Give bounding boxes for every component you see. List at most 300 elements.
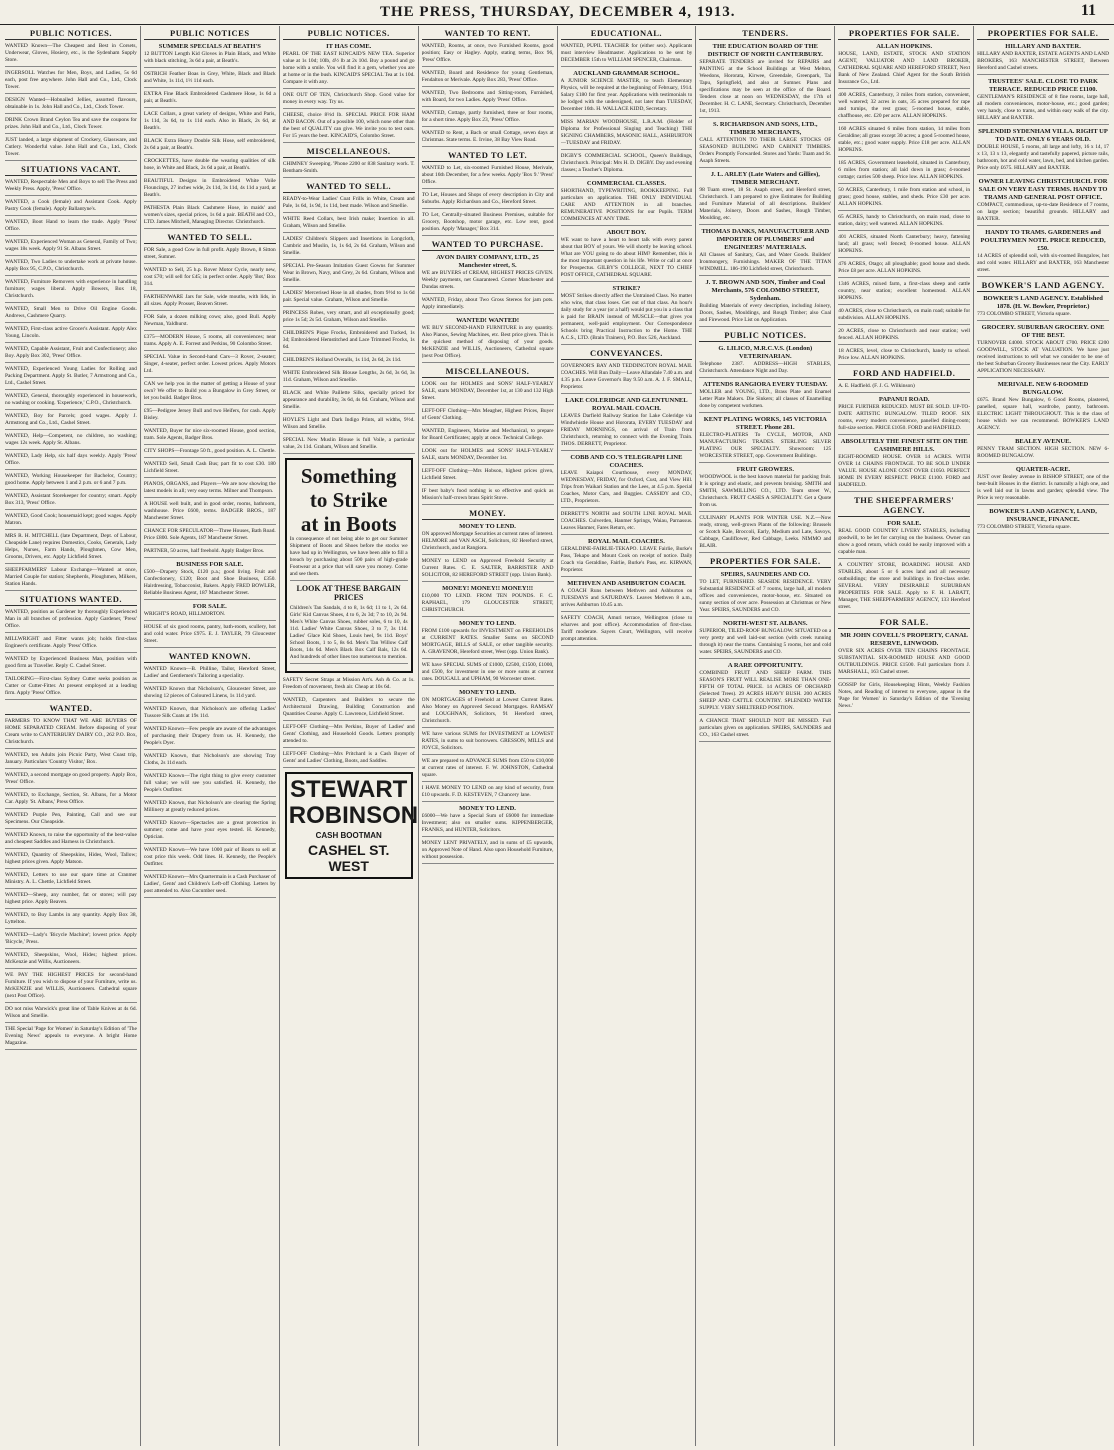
classified-ad [838, 328, 970, 345]
ad-body: A. E. Hadfield. (F. J. G. Wilkinson) [838, 383, 915, 389]
ad-body: WANTED, Boy for Parcels; good wages. Apply J. Armstrong and Co., Ltd., Cashel Street. [5, 413, 137, 426]
classified-ad [5, 117, 137, 134]
ad-body: INGERSOLL Watches for Men, Boys, and Ladies, 5s 6d each, post free anywhere. John Hall and Co., Ltd., Clock Tower. [5, 70, 137, 90]
classified-ad [422, 488, 554, 505]
section-heading: WANTED TO SELL. [144, 232, 276, 244]
classified-ad [5, 279, 137, 303]
section-heading: PROPERTIES FOR SALE. [838, 28, 970, 40]
ad-body: PRINCESS Robes, very smart, and all exceptionally good; price 1s 5d; 2s 5d. Graham, Wilson and Smellie. [282, 310, 415, 323]
classified-ad [144, 205, 276, 229]
classified-ad [144, 548, 276, 558]
ad-body: SPECIAL New Muslin Blouse is full Voile, a particular value, 2s 11d. Graham, Wilson and Smellie. [282, 437, 415, 450]
classified-ad [144, 354, 276, 378]
classified-ad [838, 214, 970, 231]
ad-body: £675. Brand New Bungalow, 6 Good Rooms, plastered, panelled, square hall, wardrobe, pantry, bathroom. ELECTRIC LIGHT THROUGHOUT. This is the class of house which we can recommend. BOWKER'S LAND AGENCY. [977, 397, 1109, 431]
classified-ad [977, 438, 1109, 463]
classified-ad [144, 753, 276, 770]
classified-ad [5, 832, 137, 849]
ad-body: TO LET, FURNISHED. SEASIDE RESIDENCE. VERY Substantial RESIDENCE of 7 rooms, large hall, all modern offices and conveniences, motor-house, etc. Situated on sunny section of over acre. Possession at Christmas or New Year. SPEIRS, SAUNDERS and CO. [699, 579, 832, 613]
ad-body: ON MORTGAGES of Freehold at Lowest Current Rates. Also Money on Approved Second Mortgages. RAMSAY and LOUGHNAN, Solicitors, 91 Hereford street, Christchurch. [421, 697, 554, 724]
classified-ad [422, 448, 554, 465]
section-heading: EDUCATIONAL. [561, 28, 693, 40]
section-heading: WANTED. [5, 703, 137, 715]
classified-ad [144, 247, 276, 264]
classified-ad [144, 91, 276, 108]
ad-heading: AVON DAIRY COMPANY, LTD., 25 Manchester street, S. [436, 254, 539, 269]
classified-ad [838, 632, 970, 679]
ad-body: OSTRICH Feather Boas in Grey, White, Black and Black and White, 1s 11d, 1½ 11d each. [143, 71, 276, 84]
classified-ad [5, 952, 137, 969]
ad-body: 50 ACRES, Canterbury, 1 mile from station and school, in grass; good house, stables, and sheds. Price £30 per acre. ALLAN HOPKINS. [838, 187, 971, 207]
classified-ad [283, 43, 415, 89]
ad-body: 476 ACRES, Otago; all ploughable; good house and sheds. Price £8 per acre. ALLAN HOPKINS. [838, 261, 971, 274]
ad-body: WANTED, Experienced Woman as General, Family of Two; wages 18s week. Apply 91 St. Albans Street. [5, 239, 137, 252]
ad-body: PEARL OF THE EAST KINCAID'S NEW TEA. Superior value at 1s 10d; 10lb, 4½ lb at 2s 10d. Buy a pound and go home with a smile. You will find it a gem, whether you are at home or in the bush. KINCAID'S SPECIAL Tea at 1s 10d. Compare it with any. [282, 51, 415, 85]
ad-heading: BUSINESS FOR SALE. [176, 561, 244, 568]
classified-ad [561, 285, 693, 345]
classified-ad [144, 501, 276, 525]
classified-ad [144, 138, 276, 155]
ad-body: REAL GOOD COUNTRY LIVERY STABLES, including goodwill, to be let for carrying on the business. Owner can show a good return, which could be easily improved with a capable man. [838, 528, 971, 555]
classified-ad [5, 609, 137, 633]
ad-body: LEFT-OFF Clothing—Mrs Meagher, Highest Prices, Buyer of Gents' Clothing. [421, 408, 554, 421]
classified-ad [5, 219, 137, 236]
section-heading: WANTED TO SELL. [283, 181, 415, 193]
classified-ad [144, 158, 276, 175]
ad-body: SUPERIOR, TILED-ROOF BUNGALOW. SITUATED on a very pretty and well laid-out section (with creek running through it) near the trams. Containing 5 rooms, hot and cold water. SPEIRS, SAUNDERS and CO. [699, 628, 832, 655]
classified-ad [838, 43, 970, 89]
classified-ad [422, 212, 554, 236]
classified-ad [144, 686, 276, 703]
classified-ad [422, 165, 554, 189]
classified-ad [699, 43, 831, 118]
classified-ad [561, 119, 693, 150]
classified-ad [5, 393, 137, 410]
ad-body: ONE OUT OF TEN, Christchurch Shop. Good value for money in every way. Try us. [282, 92, 415, 105]
ad-body: WE BUY SECOND-HAND FURNITURE in any quantity. Also Pianos, Sewing Machines, etc. Best price given. This is the quickest method of disposing of your goods. McKENZIE and WILLIS, Auctioneers, Cathedral square (next Post Office). [421, 325, 554, 359]
ad-heading: FRUIT GROWERS. [736, 466, 794, 473]
ad-heading: BEALEY AVENUE. [1015, 438, 1072, 445]
ad-body: MONEY LENT PRIVATELY, and in sums of £5 upwards, on Approved Note of Hand. Also upon Household Furniture, without possession. [421, 840, 554, 860]
classified-ad [144, 43, 276, 68]
ad-heading: ABSOLUTELY THE FINEST SITE ON THE CASHMERE HILLS. [840, 438, 968, 453]
classified-ad [422, 620, 554, 659]
ad-heading: SPEIRS, SAUNDERS AND CO. [720, 571, 811, 578]
classified-ad [422, 297, 554, 314]
ad-heading: WANTED! WANTED! [456, 317, 520, 324]
ad-body: TAILORING—First-class Sydney Cutter seeks position as Cutter or Cutter-Fitter. At present employed at a leading firm. Apply 'Press' Office. [5, 676, 137, 696]
ad-heading: ATTENDS RANGIORA EVERY TUESDAY. [703, 381, 828, 388]
ad-body: WANTED, Assistant Storekeeper for country; smart. Apply Box 313, 'Press' Office. [5, 493, 137, 506]
ad-heading: ABOUT BOY. [606, 229, 647, 236]
ad-body: WANTED, Help—Competent, no children, no washing; wages 12s week. Apply St. Albans. [5, 433, 137, 446]
classified-ad [561, 229, 693, 282]
classified-ad [561, 153, 693, 177]
classified-ad [561, 43, 693, 67]
ad-heading: MONEY! MONEY!! MONEY!!! [442, 585, 534, 592]
section-heading: WANTED TO PURCHASE. [422, 239, 554, 251]
ad-body: PARTNER, 50 acres, half freehold. Apply Badger Bros. [143, 548, 265, 554]
ad-body: HILLARY AND BAXTER, ESTATE AGENTS AND LAND BROKERS, 163 MANCHESTER STREET, Between Hereford and Cashel streets. [977, 51, 1109, 71]
ad-body: Building Materials of every description, including Joinery, Doors, Sashes, Mouldings, and Rough Timber; also Coal and Firewood. Price List on Application. [699, 303, 832, 323]
classified-ad [144, 820, 276, 844]
classified-ad [699, 171, 831, 225]
classified-ad [5, 513, 137, 530]
classified-ad [422, 317, 554, 363]
ad-body: WANTED, Friday, about Two Gross Stereos for jam pots. Apply immediately. [421, 297, 554, 310]
ad-body: LADIES' Mercerised Hose in all shades, from 9½d to 1s 6d pair. Special value. Graham, Wilson and Smellie. [282, 290, 415, 303]
classified-ad [699, 662, 831, 715]
classified-ad [699, 718, 831, 742]
ad-body: WANTED Known—Few people are aware of the advantages of purchasing their Drapery from us. H. Kennedy, the People's Dyer. [143, 726, 276, 746]
ad-body: HOUSE of six good rooms, pantry, bath-room, scullery, hot and cold water. Price £975. E. J. TAYLER, 79 Gloucester Street. [143, 624, 276, 644]
ad-body: WANTED Known, that Nicholson's are offering Ladies' Tussore Silk Coats at 19s 11d. [143, 706, 276, 719]
classified-ad [5, 239, 137, 256]
ad-heading: SPLENDID SYDENHAM VILLA. RIGHT UP TO DATE. ONLY 6 YEARS OLD. [978, 128, 1108, 143]
classified-ad [5, 772, 137, 789]
ad-body: LEFT-OFF Clothing—Mrs Perkins, Buyer of Ladies' and Gents' Clothing, and Household Goods. Letters promptly attended to. [282, 724, 415, 744]
classified-ad [838, 438, 970, 492]
ad-body: WANTED, Engineers, Marine and Mechanical, to prepare for Board Certificates; apply at once. Technical College. [421, 428, 554, 441]
ad-body: WANTED Known, that Nicholson's are clearing the Spring Millinery at greatly reduced prices. [143, 800, 276, 813]
classified-ad [144, 528, 276, 545]
ad-body: 40 ACRES, close to Christchurch, on main road; suitable for subdivision. ALLAN HOPKINS. [838, 308, 971, 321]
classified-ad [283, 330, 415, 354]
section-heading: PUBLIC NOTICES. [699, 330, 831, 342]
ad-body: £6000—We have a Special Sum of £6000 for immediate Investment; also on smaller sums. KIPPENBERGER, FRANKS, and HUNTER, Solicitors. [421, 813, 554, 833]
section-heading: FOR SALE. [838, 617, 970, 629]
ad-body: 14 ACRES of splendid soil, with six-roomed Bungalow, hot and cold water. HILLARY and BAXTER, 163 Manchester street. [977, 253, 1109, 273]
ad-body: CAN we help you in the matter of getting a House of your own? We offer to Build you a Bungalow in Grey Street, or let you build. Badger Bros. [143, 381, 276, 401]
ad-body: CHANCE FOR SPECULATOR—Three Houses, Bath Road. Price £800. Sole Agents, 187 Manchester Street. [143, 528, 276, 541]
classified-ad [283, 357, 415, 367]
ad-heading: A RARE OPPORTUNITY. [727, 662, 803, 669]
ad-body: BLACK Extra Heavy Double Silk Hose, self embroidered, 2s 6d a pair, at Beath's. [143, 138, 276, 151]
classified-ad [5, 346, 137, 363]
ad-body: WOODWOOL is the best known material for packing fruit. It is springy and elastic, and prevents bruising. SMITH and SMITH, SAWMILLING CO., LTD. Team street W., Christchurch. FRUIT CASES A SPECIALITY. Get a Quote from us. [699, 474, 832, 508]
classified-ad [699, 416, 831, 463]
ad-body: PENNY TRAM SECTION. HIGH SECTION. NEW 6-ROOMED BUNGALOW. [977, 446, 1109, 459]
classified-ad [977, 178, 1109, 226]
ad-body: WANTED to Sell, 25 h.p. Rover Motor Cycle, nearly new, cost £70; will sell for £45; in perfect order. Apply 'Bot,' Box 314. [143, 267, 276, 287]
classified-ad [5, 533, 137, 564]
ad-body: WANTED, PUPIL TEACHER for (either sex). Applicants must interview Headmaster. Applications to be sent by DECEMBER 15th to WILLIAM SPENCER, Chairman. [560, 43, 693, 63]
ad-body: WE want to have a heart to heart talk with every parent about that BOY of yours. We will shortly be leaving school. What are YOU going to do about HIM? Remember, this is the most important question in his life. Write or call at once for Prospectus. GILBY'S COLLEGE, NEXT TO CHIEF POST OFFICE, CATHEDRAL SQUARE. [560, 237, 693, 278]
section-heading: SITUATIONS VACANT. [5, 164, 137, 176]
ad-body: HOYLE'S Light and Dark Indigo Prints, all widths, 9½d. Wilson and Smellie. [282, 417, 415, 430]
classified-ad [699, 381, 831, 413]
ad-body: £95—Pedigree Jersey Bull and two Heifers, for cash. Apply Bisley. [143, 408, 276, 421]
ad-body: PRICE FURTHER REDUCED. MUST BE SOLD. UP-TO-DATE ARTISTIC BUNGALOW. TILED ROOF. SIX rooms, every modern convenience, panelled dining-room; full-size section. PRICE £1050. FORD and HADFIELD. [838, 404, 971, 431]
ad-body: MOST Strikes directly affect the Untrained Class. No matter who wins, that class loses. Get out of that class. An hour's daily study for a year (or a half) would put you in a class that is paid for BRAIN instead of MUSCLE—that gives you permanent, well-paid employment. Our Correspondence Schools bring Practical Instruction to the Home. THE A.C.S., LTD. (Brain Trainers), P.O. Box 526, Auckland. [560, 293, 693, 341]
classified-ad [144, 847, 276, 871]
classified-ad [5, 1006, 137, 1023]
classified-ad [5, 366, 137, 390]
classified-ad [5, 972, 137, 1003]
classified-ad [422, 840, 554, 864]
classified-ad [144, 461, 276, 478]
classified-ad [5, 932, 137, 949]
classified-ad [5, 636, 137, 653]
ad-body: WANTED, Letters to use our spare time at Cranmer Ministry. A. L. Chettle, Lichfield Street. [5, 872, 137, 885]
ad-body: COMBINED FRUIT AND SHEEP FARM. THIS SEASON'S FRUIT WILL REALISE MORE THAN ONE-FIFTH OF TOTAL PRICE. 14 ACRES OF ORCHARD (Selected Trees). 29 ACRES HEAVY BUSH. 200 ACRES SHEEP AND CATTLE COUNTRY. SPLENDID WATER SUPPLY. VERY SHELTERED POSITION. [699, 670, 832, 711]
classified-ad [422, 428, 554, 445]
ad-body: GENTLEMAN'S RESIDENCE of 8 fine rooms, large hall, all modern conveniences, motor-house, etc.; good garden; very handy, close to trams, and within easy walk of the city. HILLARY and BAXTER. [977, 94, 1109, 121]
ad-body: LADIES' Children's Slippers and Insertions in Longcloth, Cambric and Muslin, 1s, 1s 6d, 2s 6d. Graham, Wilson and Smellie. [282, 236, 415, 256]
ad-body: SPECIAL Pre-Season Imitation Guest Gowns for Summer Wear in Brown, Navy, and Grey, 2s 6d. Graham, Wilson and Smellie. [282, 263, 415, 283]
classified-ad [977, 295, 1109, 321]
ad-body: WHITE Embroidered Silk Blouse Lengths, 2s 6d, 3s 6d, 3s 11d. Graham, Wilson and Smellie. [282, 370, 415, 383]
classified-ad [838, 396, 970, 435]
classified-ad [283, 437, 415, 454]
ad-body: WANTED by Experienced Business Man, position with good firm as Traveller. Reply C. Cashel Street. [5, 656, 137, 669]
ad-body: JUST over Bealey avenue in BISHOP STREET, one of the best-built Houses in the district. Is naturally a high one, and is well laid out in lawns and garden; splendid view. The Price is very reasonable. [977, 474, 1109, 501]
classified-ad [838, 562, 970, 614]
classified-ad [144, 294, 276, 311]
classified-ad [561, 397, 693, 451]
ad-body: WANTED Known—The right thing to give every customer full value; we will see you satisfied. H. Kennedy, the People's Outfitter. [143, 773, 276, 793]
ad-body: THE Special 'Page for Women' in Saturday's Edition of 'The Evening News' appeals to everyone. A bright Home Magazine. [5, 1026, 137, 1046]
ad-heading: AUCKLAND GRAMMAR SCHOOL. [573, 70, 680, 77]
ad-body: WANTED, Respectable Men and Boys to sell The Press and Weekly Press. Apply, 'Press' Office. [5, 179, 137, 192]
classified-ad [5, 43, 137, 67]
section-heading: MISCELLANEOUS. [283, 146, 415, 158]
ad-body: WANTED Known—The Cheapest and Best in Corsets, Underwear, Gloves, Hosiery, etc., is the Sydenham Supply Store. [5, 43, 137, 63]
ad-body: FOR Sale, a good Cow in full profit. Apply Brown, 8 Sitton street, Sumner. [143, 247, 276, 260]
ad-heading: IT HAS COME. [326, 43, 372, 50]
section-heading: CONVEYANCES. [561, 348, 693, 360]
ad-heading: NORTH-WEST ST. ALBANS. [723, 620, 808, 627]
ad-body: WANTED, to Buy Lambs in any quantity. Apply Box 38, Lyttelton. [5, 912, 137, 925]
classified-ad [5, 70, 137, 94]
classified-ad [283, 196, 415, 213]
stewart-robinson-display-ad [285, 772, 419, 879]
ad-body: DO not miss Warwick's great line of Table Knives at 4s 6d. Wilson and Smellie. [5, 1006, 137, 1019]
ad-body: WANTED—Sheep, any number, fat or stores; will pay highest price. Apply Beaven. [5, 892, 137, 905]
page-number: 11 [1080, 2, 1096, 19]
ad-body: WANTED Known—We have 1000 pair of Boots to sell at cost price this week. Odd lines. H. Kennedy, the People's Outfitter. [143, 847, 276, 867]
ad-body: 98 Tuam street, 18 St. Asaph street, and Hereford street, Christchurch. I am prepared to give Estimates for Building and Furniture Material of all descriptions. Builders' Materials, Joinery, Doors and Sashes, Rough Timber, Moulding, etc. [699, 187, 832, 221]
classified-ad [5, 892, 137, 909]
classified-ad [977, 466, 1109, 505]
classified-ad [144, 726, 276, 750]
classified-ad [699, 121, 831, 168]
ad-body: BLACK and White Paillette Silks, specially priced for appearance and durability, 3s 6d, 4s 6d. Graham, Wilson and Smellie. [282, 390, 415, 410]
classified-ad [144, 773, 276, 797]
classified-ad [5, 752, 137, 769]
section-heading: MONEY. [422, 508, 554, 520]
classified-ad [838, 281, 970, 305]
ad-body: WANTED Sell, Small Cash Bus; part fit to cost £30. 180 Lichfield Street. [143, 461, 276, 474]
classified-ad [422, 90, 554, 107]
section-heading: MISCELLANEOUS. [422, 366, 554, 378]
classified-ad [5, 792, 137, 809]
classified-ad [699, 571, 831, 617]
classified-ad [422, 785, 554, 802]
ad-body: A JUNIOR SCIENCE MASTER, to teach Elementary Physics, will be required at the beginning of February, 1914. Salary £180 for first year. Applications with testimonials to be lodged with the undersigned, not later than TUESDAY, December 16th. H. WALLACE KIDD, Secretary. [560, 78, 693, 112]
ad-body: WE are BUYERS of CREAM, HIGHEST PRICES GIVEN. Weekly payments, net Guaranteed. Corner Manchester and Dundas streets. [421, 270, 554, 290]
section-heading: WANTED TO RENT. [422, 28, 554, 40]
ad-body: All Classes of Sanitary, Gas, and Water Goods. Builders' Ironmongery, Furnishings. MAKER OF THE TITAN WINDMILL. 186-190 Lichfield street, Christchurch. [699, 252, 832, 272]
ad-body: 18 ACRES, level, close to Christchurch, handy to school. Price low. ALLAN HOPKINS. [838, 348, 971, 361]
ad-body: 1346 ACRES, mixed farm, a first-class sheep and cattle country, near station; excellent homestead. ALLAN HOPKINS. [838, 281, 971, 301]
ad-body: WANTED, to Exchange, Section, St. Albans, for a Motor Car. Apply 'St. Albans,' Press Office. [5, 792, 137, 805]
stewart-ad-address: CASHEL ST. WEST [307, 842, 390, 874]
ad-body: 401 ACRES, situated North Canterbury; heavy, fattening land; all grass; well fenced; 8-roomed house. ALLAN HOPKINS. [838, 234, 971, 254]
classified-ad [144, 71, 276, 88]
boots-ad-price-list: Children's Tan Sandals, 4 to 8, 1s 6d; 11 to 1, 2s 6d. Girls' Kid Canvas Shoes, 4 to 6, 2s 3d; 7 to 10, 2s 9d. Men's White Canvas Shoes, rubber soles, 6 to 10, 4s 11d. Ladies' White Canvas Shoes, 3 to 7, 3s 11d. Ladies' Glace Kid Shoes, Louis heel, 9s 11d. Boys' School Boots, 1 to 5, 8s 6d. Men's Tan Willow Calf Boots, 14s 6d. Men's Black Box Calf Bals, 12s 6d. And hundreds of other lines too numerous to mention. [290, 605, 408, 664]
classified-ad [561, 580, 693, 612]
ad-heading: PAPANUI ROAD. [878, 396, 930, 403]
classified-ad [5, 718, 137, 749]
classified-ad [283, 161, 415, 178]
classified-ad [422, 689, 554, 728]
ad-body: WANTED, Quantity of Sheepskins, Hides, Wool, Tallow; highest prices given. Apply Matson. [5, 852, 137, 865]
ad-body: TO Let, Houses and Shops of every description in City and Suburbs. Apply Richardson and Co., Hereford Street. [421, 192, 554, 205]
ad-body: COMPACT, commodious, up-to-date Residence of 7 rooms, on large section; beautiful grounds. HILLARY and BAXTER. [977, 202, 1109, 222]
ad-body: WANTED, Good Cook; housemaid kept; good wages. Apply Matron. [5, 513, 137, 526]
ad-heading: MR JOHN COVELL'S PROPERTY, CANAL RESERVE, LINWOOD. [840, 632, 969, 647]
ad-body: LEAVE Kaiapoi Courthouse, every MONDAY, WEDNESDAY, FRIDAY, for Oxford, Cust, and View Hill. Trips from Waikari Station and the Lees, at 4.5 p.m. Special Coaches, Motor Cars, and Buggies. CASSIDY and CO., LTD., Proprietors. [560, 470, 693, 504]
classified-ad [838, 92, 970, 123]
ad-body: A HOUSE well built, and in good order, rooms, bathroom, washhouse. Price £600, terms. BADGER BROS., 187 Manchester Street. [143, 501, 276, 521]
classified-ad [5, 912, 137, 929]
ad-body: JUST landed, a large shipment of Crockery, Glassware, and Cutlery. Wonderful value. John Hall and Co., Ltd., Clock Tower. [5, 137, 137, 157]
classified-ad [977, 381, 1109, 435]
ad-body: LACE Collars, a great variety of designs, White and Paris, 1s 11d, 3s 6d, to 1s 11d each. Also in Black, 2s 6d, at Beath's. [143, 111, 276, 131]
classified-ad [838, 160, 970, 184]
ad-body: 773 COLOMBO STREET, Victoria square. [977, 311, 1071, 317]
classified-ad [144, 666, 276, 683]
ad-heading: THE EDUCATION BOARD OF THE DISTRICT OF NORTH CANTERBURY. [707, 43, 823, 58]
classified-ad [422, 43, 554, 67]
classified-ad [5, 453, 137, 470]
section-heading: SITUATIONS WANTED. [5, 594, 137, 606]
ad-body: WANTED Known, that Nicholson's are showing Tray Cloths, 2s 11d each. [143, 753, 276, 766]
ad-body: LOOK out for HOLMES and SONS' HALF-YEARLY SALE, starts MONDAY, December 1st, at 130 and 132 High Street. [421, 381, 554, 401]
ad-heading: ALLAN HOPKINS. [876, 43, 933, 50]
ad-body: CHILDREN'S Pique Frocks, Embroidered and Tucked, 1s 3d; Embroidered Hemstitched and Lace Trimmed Frocks, 1s 6d. [282, 330, 415, 350]
classified-ad [283, 724, 415, 748]
ad-heading: ROYAL MAIL COACHES. [588, 538, 665, 545]
classified-ad [5, 306, 137, 323]
column-3 [280, 26, 419, 1446]
ad-body: WANTED, Two Bedrooms and Sitting-room, Furnished, with Board, for two Ladies. Apply 'Press' Office. [421, 90, 554, 103]
classified-ad [422, 585, 554, 617]
ad-body: WANTED Known—Mrs Quartermain is a Cash Purchaser of Ladies', Gents' and Children's Left-off Clothing. Letters by post attended to. Also Cucumber seed. [143, 874, 276, 894]
ad-body: PIANOS, ORGANS, and Players—We are now showing the latest models in all; very easy terms. Milner and Thompson. [143, 481, 276, 494]
ad-body: WANTED, a Cook (female) and Assistant Cook. Apply Pastry Cook (female). Apply Ballantyne's. [5, 199, 137, 212]
ad-body: 185 ACRES, Government leasehold, situated in Canterbury, 6 miles from station; all laid down in grass; 4-roomed cottage; carries 500 sheep. Price low. ALLAN HOPKINS. [838, 160, 971, 180]
ad-body: WANTED, ten Adults join Picnic Party, West Coast trip, January. Particulars 'Country Visitor,' Box. [5, 752, 137, 765]
classified-ad [838, 261, 970, 278]
ad-body: £500—Drapery Stock, £120 p.a.; good living. Fruit and Confectionery, £120; Boot and Shoe Business, £350. Hairdressing, Tobacconist, Bakers. Apply FRED BOWLER, Reliable Business Agent, 187 Manchester Street. [143, 569, 276, 596]
boots-ad-headline-1: Something to Strike [300, 464, 397, 512]
classified-ad [422, 805, 554, 837]
classified-ad [422, 70, 554, 87]
classified-ad [561, 615, 693, 646]
ad-body: WANTED, Working Housekeeper for Bachelor, Country; good home. Apply between 1 and 2 p.m. or 6 and 7 p.m. [5, 473, 137, 486]
classified-ad [5, 812, 137, 829]
classified-ad [5, 97, 137, 114]
ad-heading: BOWKER'S LAND AGENCY. Established 1878. (H. W. Bowker, Proprietor.) [983, 295, 1103, 310]
ad-heading: FOR SALE. [192, 603, 227, 610]
classified-ad [422, 523, 554, 555]
classified-ad [838, 234, 970, 258]
ad-body: EIGHT-ROOMED HOUSE. OVER 14 ACRES. WITH OVER 14 CHAINS FRONTAGE. TO BE SOLD UNDER VALUE. HOUSE ALONE COST OVER £1050. PERFECT HOME IN EVERY RESPECT. PRICE £1100. FORD and HADFIELD. [838, 454, 971, 488]
column-1 [2, 26, 141, 1446]
classified-ad [5, 137, 137, 161]
ad-body: CHILDREN'S Holland Overalls, 1s 11d, 2s 6d, 2s 11d. [282, 357, 402, 363]
ad-body: ON approved Mortgage Securities at current rates of interest. HELMORE and VAN ASCH, Solicitors, 82 Hereford street, Christchurch, and at Rangiora. [421, 531, 554, 551]
ad-body: LOOK out for HOLMES and SONS' HALF-YEARLY SALE, starts MONDAY, December 1st. [421, 448, 554, 461]
ad-body: WHITE Reed Collars, best Irish make; Insertion in all. Graham, Wilson and Smellie. [282, 216, 415, 229]
classified-ad [5, 433, 137, 450]
ad-body: CULINARY PLANTS FOR WINTER USE. N.Z.—Now ready, strong, well-grown Plants of the following: Brussels or Scotch Kale, Broccoli, Early, Medium and Late, Savoys, Cabbage, Cauliflower, Red Cabbage, Leeks. NIMMO and BLAIR. [699, 515, 832, 549]
ad-body: MONEY to LEND on Approved Freehold Security at Current Rates. C. E. SALTER, BARRISTER AND SOLICITOR, 82 HEREFORD STREET (opp. Union Bank). [421, 558, 554, 578]
ad-heading: COMMERCIAL CLASSES. [586, 180, 666, 187]
classified-ad [5, 326, 137, 343]
ad-heading: J. L. ARLEY (Late Waters and Gillies), TIMBER MERCHANT. [710, 171, 820, 186]
column-8 [974, 26, 1112, 1446]
classified-ad [422, 758, 554, 782]
ad-body: MOLLER and YOUNG, LTD., Brass Plate and Enamel Letter Plate Makers. Die Sinkers; all classes of Enamelling done by competent workmen. [699, 389, 832, 409]
ad-body: MISS MARIAN WOODHOUSE, L.R.A.M. (Holder of Diploma for Professional Singing and Teaching) THE SIGNING CHAMBERS, MASONIC HALL, ASHBURTON—TUESDAY and FRIDAY. [560, 119, 693, 146]
section-heading: PROPERTIES FOR SALE. [699, 556, 831, 568]
classified-ad [977, 324, 1109, 378]
ad-body: WANTED, position as Gardener by thoroughly Experienced Man in all branches of profession. Apply Gardener, 'Press' Office. [5, 609, 137, 629]
classified-ad [977, 128, 1109, 175]
ad-body: FOR Sale, a dozen milking cows; also, good Bull. Apply Newman, Yaldhurst. [143, 314, 276, 327]
ad-body: MILLWRIGHT and Fitter wants job; holds first-class Engineer's certificate. Apply 'Press' Office. [5, 636, 137, 649]
ad-body: ELECTRO-PLATERS To CYCLE, MOTOR, AND MANUFACTURING TRADES. STERLING SILVER PLATING OUR SPECIALTY. Showroom: 125 WORCESTER STREET, opp. Government Buildings. [699, 432, 832, 459]
classified-ad [561, 180, 693, 226]
classified-ad [422, 408, 554, 425]
classified-ad [283, 751, 415, 768]
ad-body: FROM £100 upwards for INVESTMENT on FREEHOLDS at CURRENT RATES. Smaller Sums on SECOND MORTGAGE, BILLS of SALE, or other tangible security. A. GRAVENOR, Hereford street, West (opp. Union Bank). [421, 628, 554, 655]
ad-body: £375—MODERN House, 5 rooms, all conveniences; near trams. Apply A. E. Forrest and Perkins, 90 Colombo Street. [143, 334, 276, 347]
section-heading: WANTED TO LET. [422, 150, 554, 162]
ad-body: CHEESE, choice 8½d lb. SPECIAL PRICE FOR HAM AND BACON. Out of a possible 100, which none other than the best of QUALITY can give. We invite you to test ours. For 15 years the best. KINCAID'S, Colombo Street. [282, 112, 415, 139]
classified-ad [5, 852, 137, 869]
ad-body: WANTED Known, to raise the opportunity of the best-value and cheapest Saddles and Harness in Christchurch. [5, 832, 137, 845]
ad-body: 12 BUTTON Length Kid Gloves in Plain Black, and White with black stitching, 3s 6d a pair, at Beath's. [143, 51, 276, 64]
classified-ad [699, 228, 831, 276]
section-heading: PUBLIC NOTICES [144, 28, 276, 40]
masthead [0, 0, 1114, 25]
ad-heading: LAKE COLERIDGE AND GLENTUNNEL ROYAL MAIL COACH. [565, 397, 688, 412]
ad-body: SAFETY COACH, Amuri terrace, Wellington (close to wharves and post office). Accommodation of first-class. Tariff moderate. Sayers Court, Wellington, will receive prompt attention. [560, 615, 693, 642]
ad-body: WANTED, Rooms, at once, two Furnished Rooms, good position; Easy or Hagley. Apply, stating terms, Box 96, 'Press' Office. [421, 43, 554, 63]
classified-ad [283, 370, 415, 387]
ad-body: LEAVES Darfield Railway Station for Lake Coleridge via Windwhistle House and Hororata, EVERY TUESDAY and FRIDAY MORNINGS, on arrival of Train from Christchurch, returning to connect with the Evening Train. THOS. DERRETT, Proprietor. [560, 413, 693, 447]
classified-ad [699, 620, 831, 659]
stewart-ad-tagline: CASH BOOTMAN [315, 831, 382, 840]
ad-heading: MONEY TO LEND. [459, 805, 516, 812]
classified-ad [5, 493, 137, 510]
classified-ad [838, 682, 970, 713]
classified-ad [422, 110, 554, 127]
ad-body: WANTED, Carpenters and Builders to secure the Architectural Drawing, Building Construction and Quantities Course. Apply C. Lawrence, Lichfield Street. [282, 697, 415, 717]
section-heading: TENDERS. [699, 28, 831, 40]
classified-ad [283, 290, 415, 307]
ad-body: WANTED, Cottage, partly furnished, three or four rooms, for a short time. Apply Box 23, 'Press' Office. [421, 110, 554, 123]
ad-body: SPECIAL Value in Second-hand Cars—3 Rover, 2-seater; Singer, 4-seater, perfect order. Lowest prices. Apply Motors Ltd. [143, 354, 276, 374]
column-6 [696, 26, 835, 1446]
column-7 [835, 26, 974, 1446]
ad-body: TURNOVER £4000. STOCK ABOUT £700. PRICE £200 GOODWILL, STOCK AT VALUATION. We have just received instructions to sell what we consider to be one of the best Suburban Grocery Businesses near the City. EARLY APPLICATION NECESSARY. [977, 340, 1109, 374]
ad-heading: GROCERY. SUBURBAN GROCERY. ONE OF THE BEST. [981, 324, 1105, 339]
